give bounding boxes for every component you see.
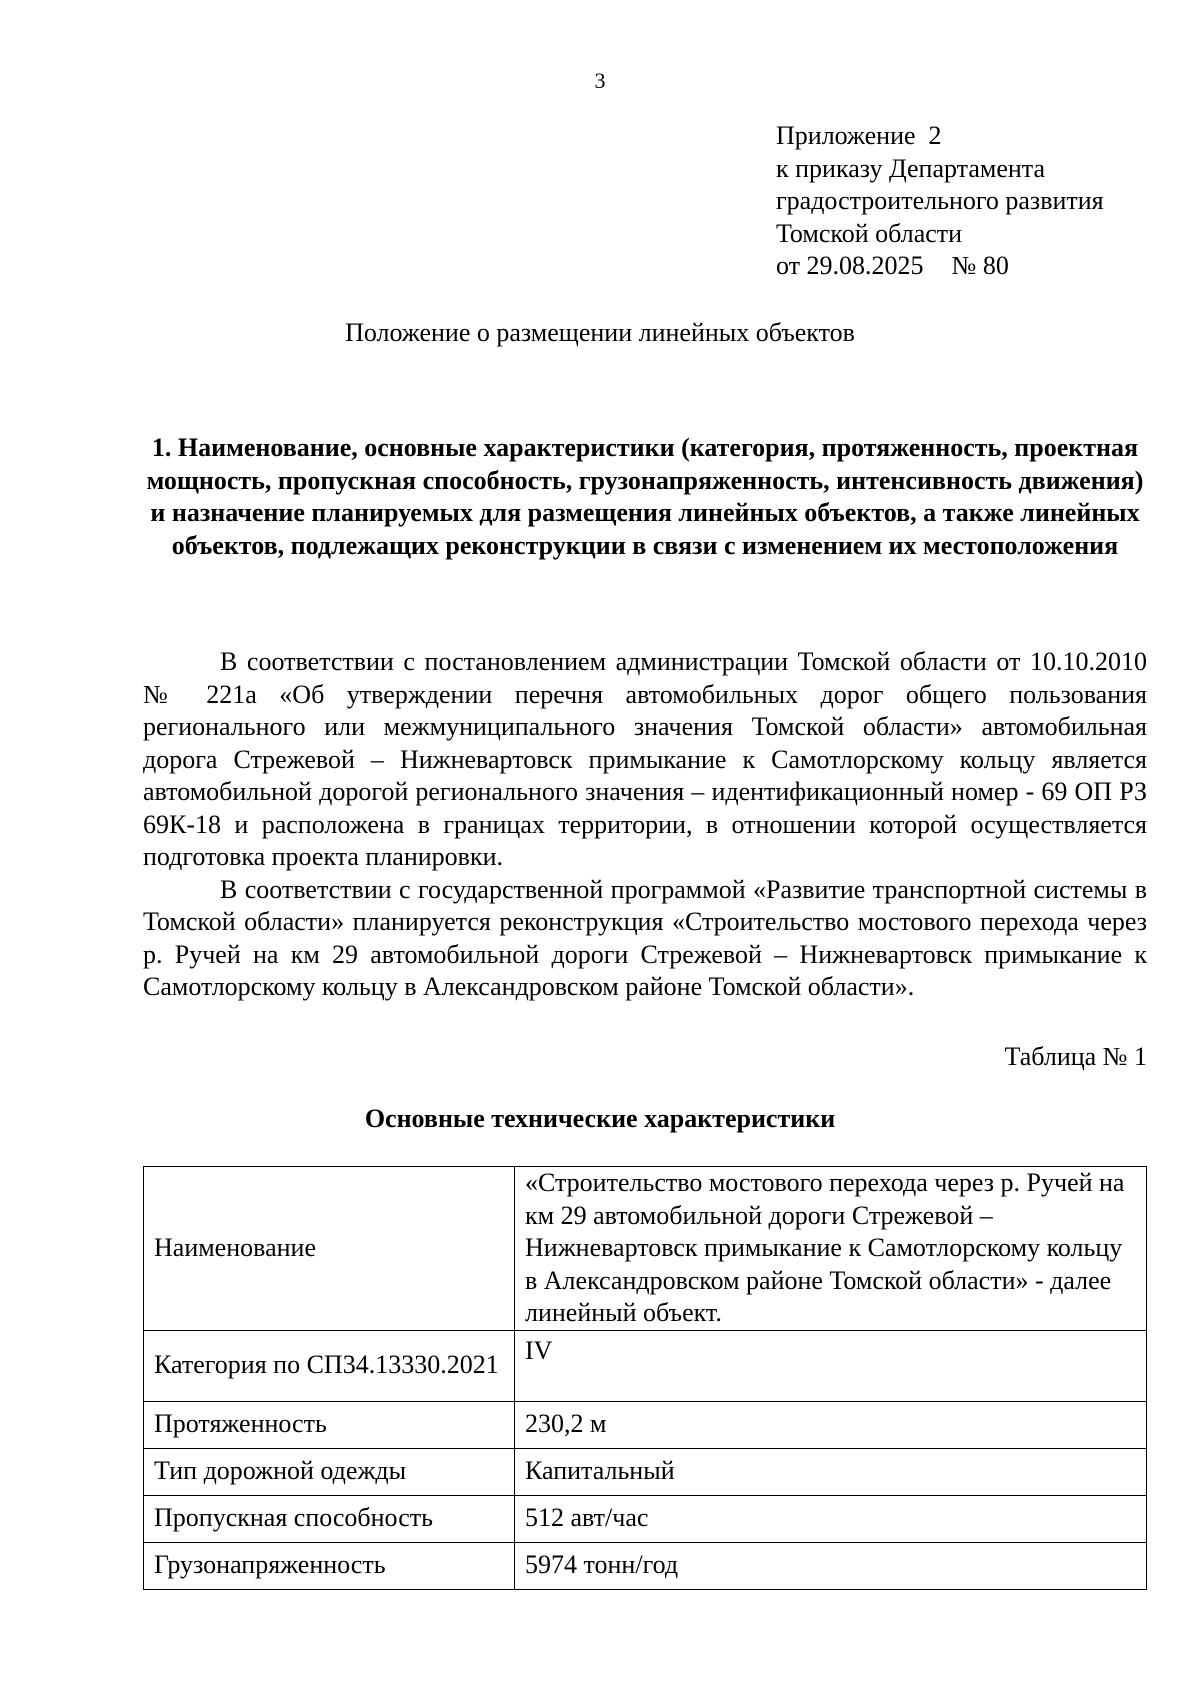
row-value: «Строительство мостового перехода через р. Ручей на км 29 автомобильной дороги Стрежевой – Нижневартовск примыкание к Самотлорскому кольцу в Александровском районе Томской области» - далее линейный объект. — [515, 1167, 1147, 1331]
section-heading: 1. Наименование, основные характеристики (категория, протяженность, проектная мощность, пропускная способность, грузонапряженность, интенсивность движения) и назначение планируемых для размещения линейных объектов, а также линейных объектов, подлежащих реконструкции в связи с изменением их местоположения — [146, 433, 1144, 560]
row-value: IV — [515, 1330, 1147, 1401]
row-label: Тип дорожной одежды — [144, 1448, 515, 1495]
row-value: 512 авт/час — [515, 1495, 1147, 1542]
table-row — [144, 1542, 1147, 1589]
paragraph: В соответствии с государственной программой «Развитие транспортной системы в Томской области» планируется реконструкция «Строительство мостового перехода через р. Ручей на км 29 автомобильной дороги Стрежевой – Нижневартовск примыкание к Самотлорскому кольцу в Александровском районе Томской области». — [143, 874, 1147, 1001]
table-row — [144, 1401, 1147, 1448]
row-label: Пропускная способность — [144, 1495, 515, 1542]
row-label: Наименование — [144, 1167, 515, 1331]
appendix-line-4: Томской области — [776, 218, 963, 248]
row-value: 5974 тонн/год — [515, 1542, 1147, 1589]
row-value: 230,2 м — [515, 1401, 1147, 1448]
row-label: Категория по СП34.13330.2021 — [144, 1330, 515, 1401]
table-row — [144, 1167, 1147, 1331]
appendix-date-line — [776, 250, 1104, 283]
appendix-line-1: Приложение 2 — [776, 121, 942, 150]
row-value: Капитальный — [515, 1448, 1147, 1495]
appendix-line-3: градостроительного развития — [776, 186, 1104, 215]
appendix-number: № 80 — [951, 251, 1009, 280]
row-label: Протяженность — [144, 1401, 515, 1448]
page-number: 3 — [594, 68, 606, 93]
paragraph: В соответствии с постановлением администрации Томской области от 10.10.2010 № 221а «Об утверждении перечня автомобильных дорог общего пользования регионального или межмуниципального значения Томской области» автомобильная дорога Стрежевой – Нижневартовск примыкание к Самотлорскому кольцу является автомобильной дорогой регионального значения – идентификационный номер - 69 ОП РЗ 69К-18 и расположена в границах территории, в отношении которой осуществляется подготовка проекта планировки. — [143, 647, 1147, 871]
document-title: Положение о размещении линейных объектов — [345, 318, 855, 347]
table-row — [144, 1495, 1147, 1542]
appendix-block — [776, 120, 1104, 283]
table-title: Основные технические характеристики — [364, 1104, 836, 1133]
body-text — [143, 646, 1147, 1004]
appendix-line-2: к приказу Департамента — [776, 153, 1046, 183]
appendix-date: от 29.08.2025 — [776, 251, 924, 280]
specs-table — [143, 1166, 1147, 1590]
table-caption: Таблица № 1 — [1004, 1042, 1147, 1071]
row-label: Грузонапряженность — [144, 1542, 515, 1589]
table-row — [144, 1330, 1147, 1401]
table-row — [144, 1448, 1147, 1495]
